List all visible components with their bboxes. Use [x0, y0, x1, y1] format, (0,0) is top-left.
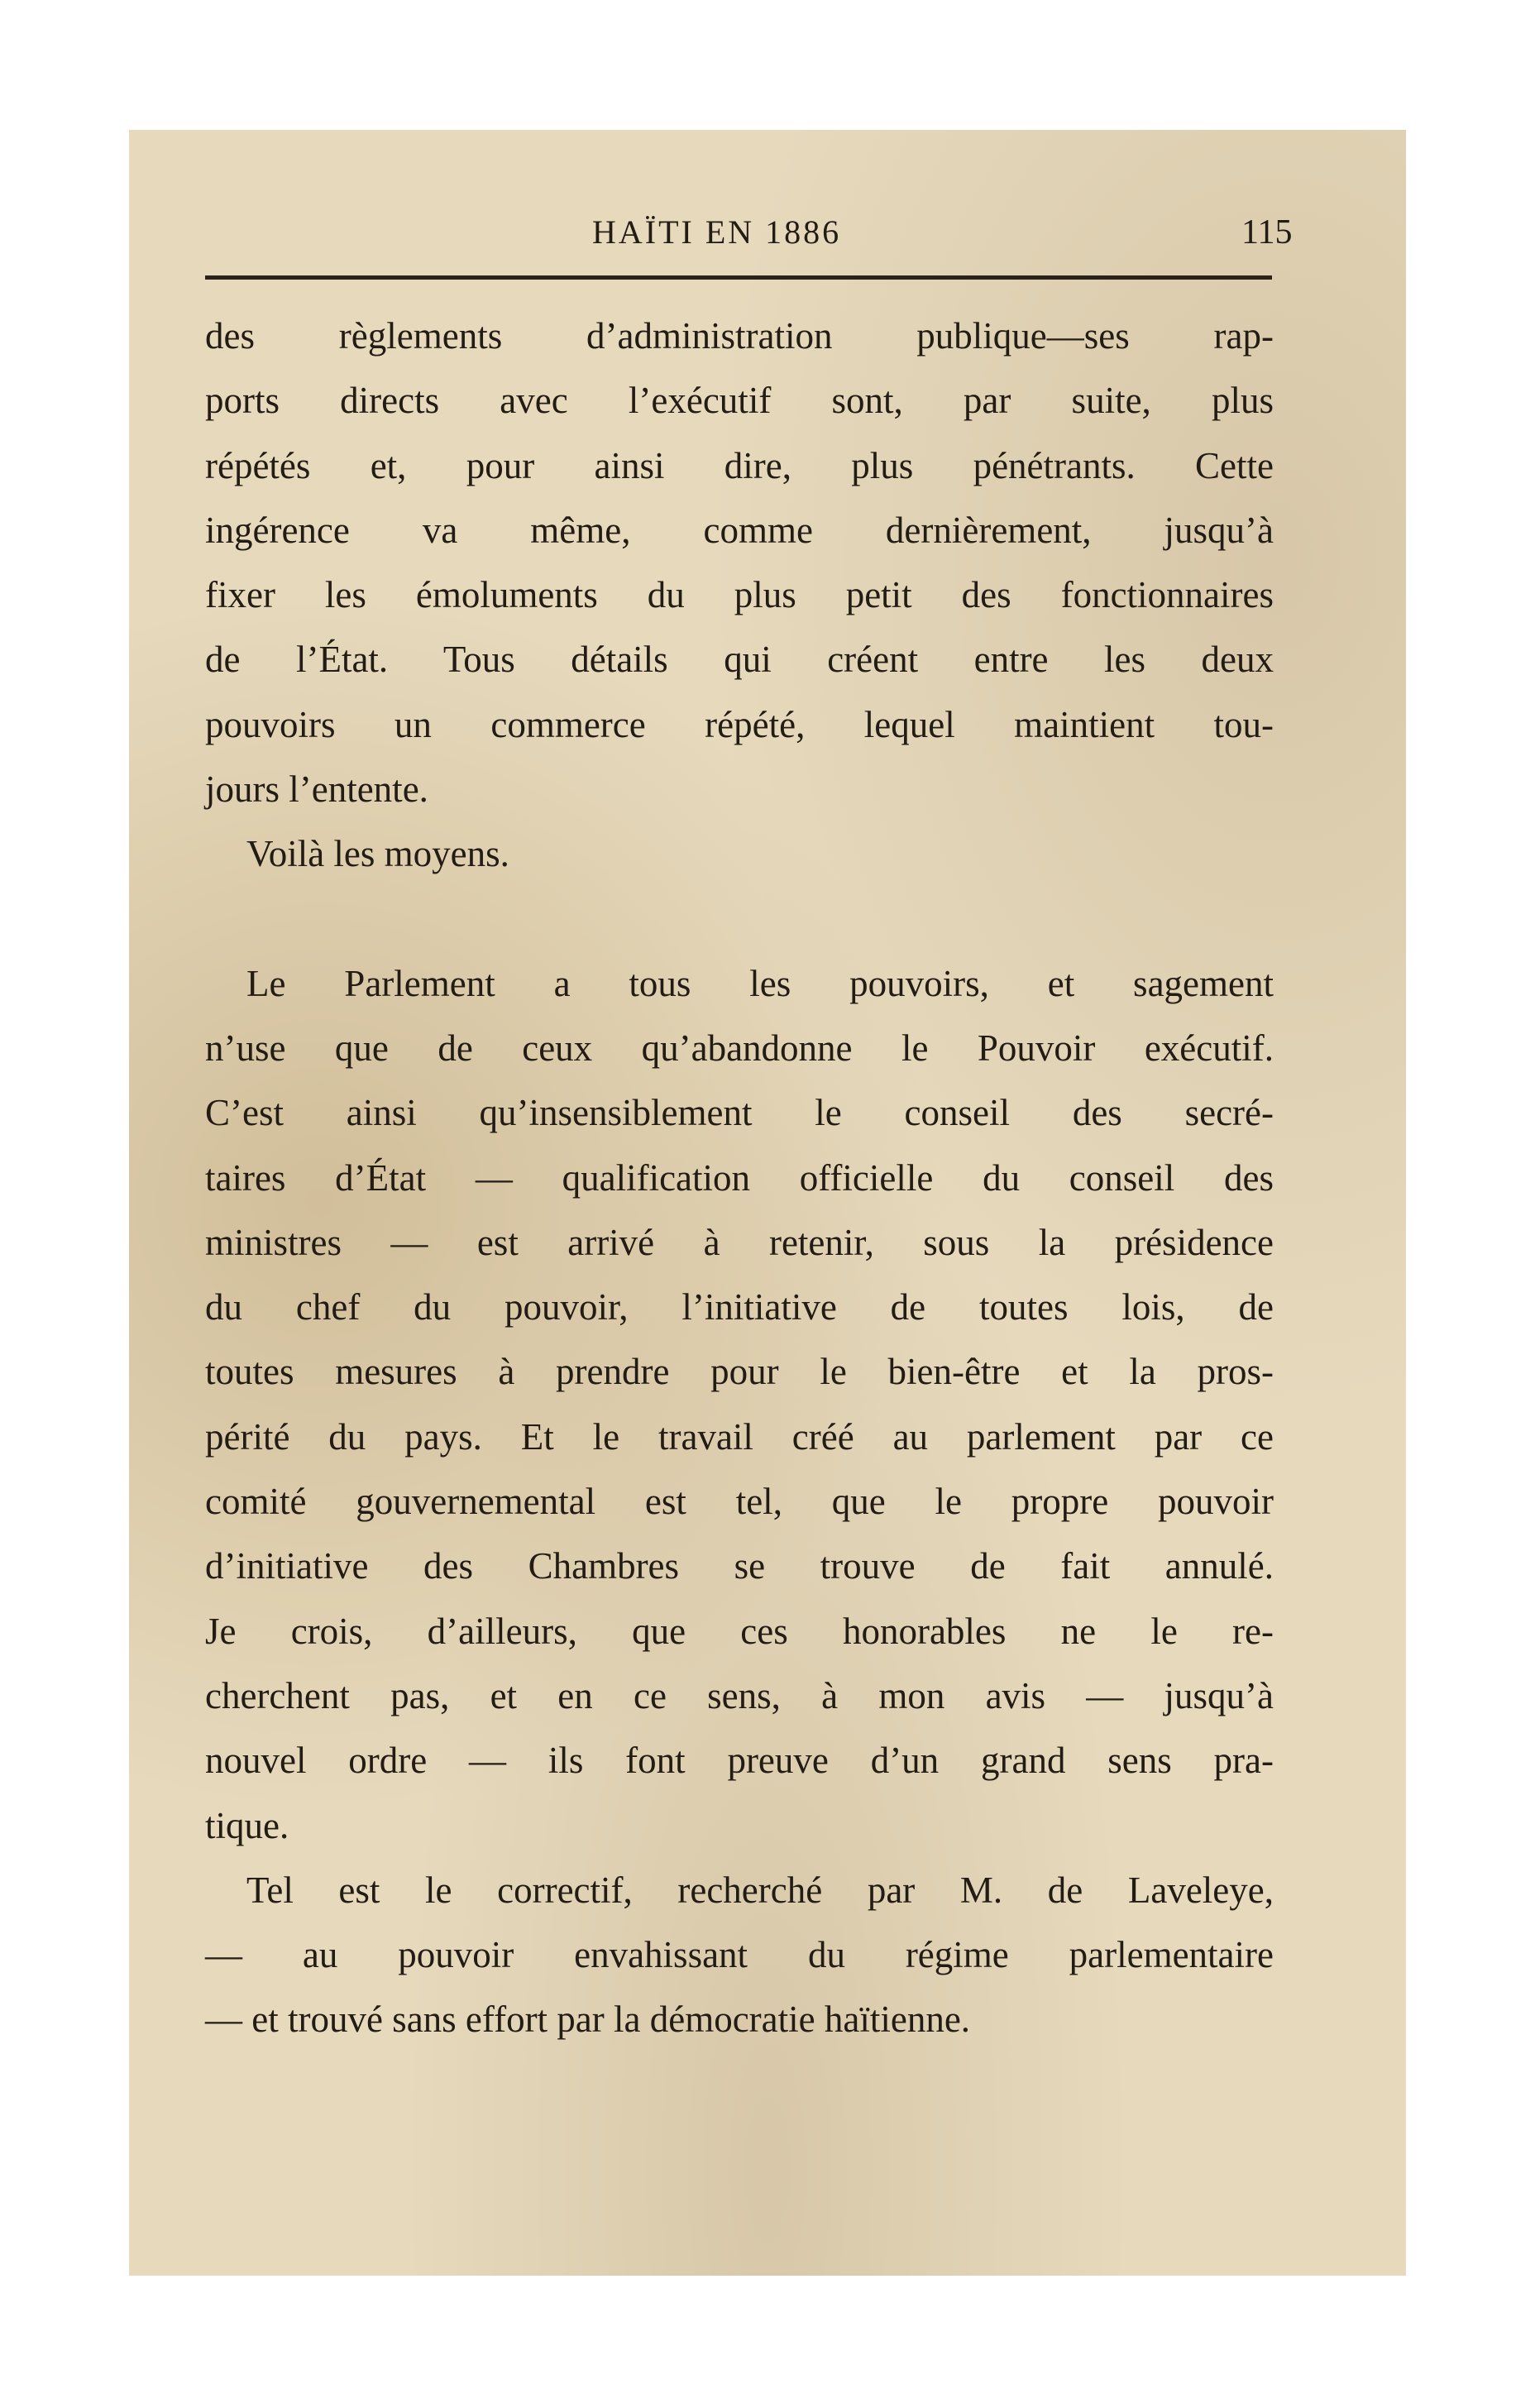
text-line: — au pouvoir envahissant du régime parlementaire: [205, 1934, 1274, 1976]
paragraph: [205, 304, 1274, 821]
text-line: tique.: [205, 1804, 289, 1846]
paragraph: [205, 951, 1274, 1858]
text-line: périté du pays. Et le travail créé au parlement par ce: [205, 1415, 1274, 1458]
text-line: nouvel ordre — ils font preuve d’un grand sens pra-: [205, 1740, 1274, 1782]
text-line: Tel est le correctif, recherché par M. de Laveleye,: [246, 1869, 1274, 1911]
running-head-title: HAÏTI EN 1886: [592, 213, 842, 251]
text-line: comité gouvernemental est tel, que le propre pouvoir: [205, 1481, 1274, 1523]
page-number: 115: [1241, 213, 1293, 251]
text-line: taires d’État — qualification officielle du conseil des: [205, 1156, 1274, 1199]
text-line: toutes mesures à prendre pour le bien-être et la pros-: [205, 1351, 1274, 1393]
text-line: ingérence va même, comme dernièrement, jusqu’à: [205, 509, 1274, 551]
text-line: Le Parlement a tous les pouvoirs, et sagement: [246, 962, 1274, 1004]
paragraph: [205, 821, 1274, 886]
body-text: [205, 304, 1274, 2052]
text-line: ministres — est arrivé à retenir, sous la présidence: [205, 1221, 1274, 1263]
text-line: Voilà les moyens.: [246, 833, 509, 875]
text-line: cherchent pas, et en ce sens, à mon avis — jusqu’à: [205, 1674, 1274, 1716]
text-line: pouvoirs un commerce répété, lequel maintient tou-: [205, 703, 1274, 745]
text-line: d’initiative des Chambres se trouve de fait annulé.: [205, 1545, 1274, 1587]
paragraph: [205, 1858, 1274, 2052]
text-line: des règlements d’administration publique—ses rap-: [205, 315, 1274, 357]
text-line: Je crois, d’ailleurs, que ces honorables ne le re-: [205, 1610, 1274, 1652]
text-line: C’est ainsi qu’insensiblement le conseil des secré-: [205, 1092, 1274, 1134]
text-line: n’use que de ceux qu’abandonne le Pouvoir exécutif.: [205, 1027, 1274, 1069]
text-line: du chef du pouvoir, l’initiative de toutes lois, de: [205, 1286, 1274, 1328]
text-line: — et trouvé sans effort par la démocratie haïtienne.: [205, 1999, 971, 2041]
text-line: fixer les émoluments du plus petit des fonctionnaires: [205, 574, 1274, 616]
header-rule: [205, 275, 1272, 280]
text-line: répétés et, pour ainsi dire, plus pénétrants. Cette: [205, 444, 1274, 486]
paragraph-gap: [205, 887, 1274, 951]
book-page: [129, 130, 1406, 2276]
text-line: de l’État. Tous détails qui créent entre les deux: [205, 639, 1274, 681]
running-head: [129, 213, 1406, 262]
text-line: jours l’entente.: [205, 768, 428, 811]
text-line: ports directs avec l’exécutif sont, par suite, plus: [205, 380, 1274, 422]
